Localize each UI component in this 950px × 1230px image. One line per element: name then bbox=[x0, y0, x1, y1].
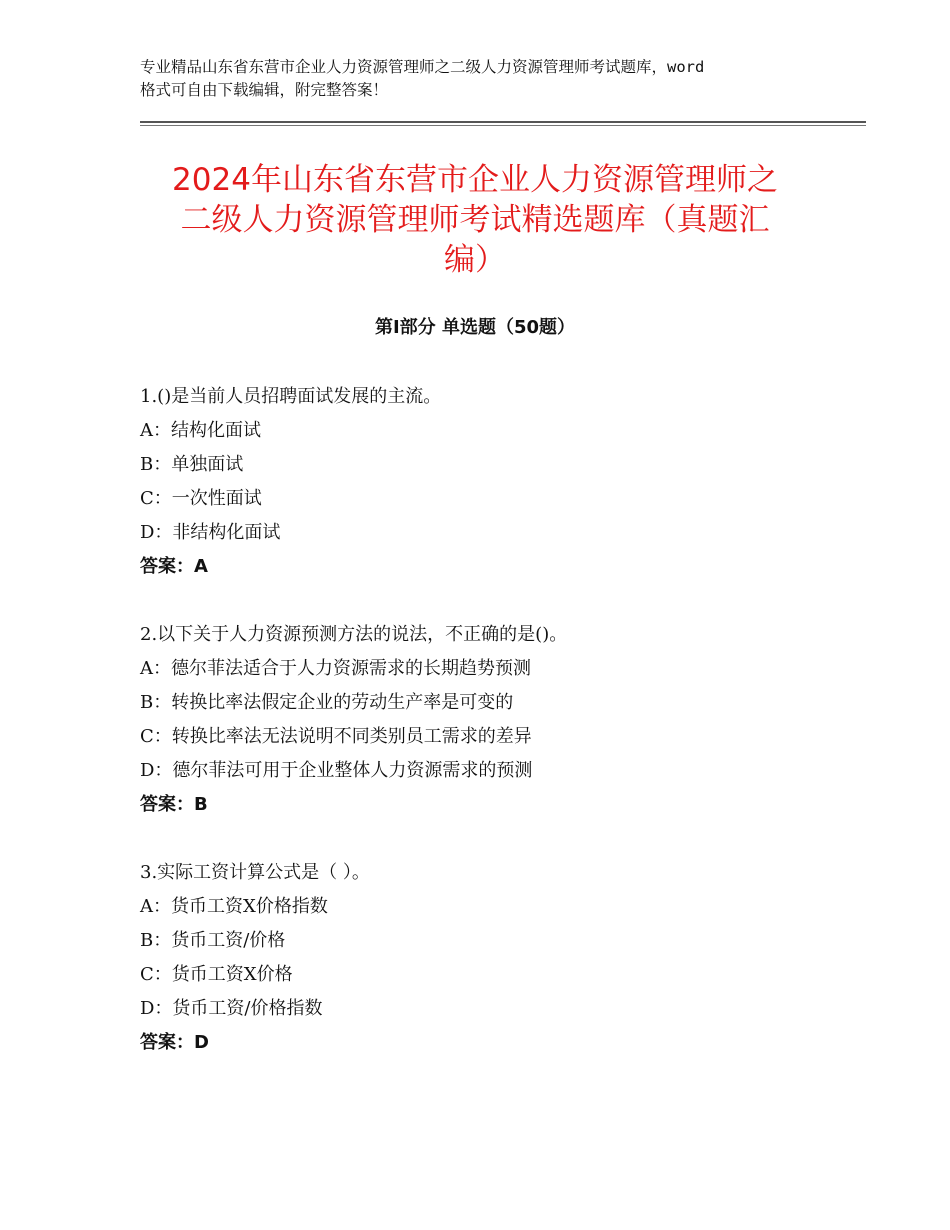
header-note bbox=[140, 56, 830, 102]
question-list bbox=[140, 380, 840, 1094]
option-c: C：货币工资X价格 bbox=[140, 964, 293, 985]
answer-label: 答案：A bbox=[140, 556, 208, 577]
option-b: B：转换比率法假定企业的劳动生产率是可变的 bbox=[140, 692, 514, 713]
answer-label: 答案：B bbox=[140, 794, 208, 815]
option-d: D：德尔菲法可用于企业整体人力资源需求的预测 bbox=[140, 760, 533, 781]
option-b: B：单独面试 bbox=[140, 454, 244, 475]
question-stem: 2.以下关于人力资源预测方法的说法，不正确的是()。 bbox=[140, 624, 568, 645]
question-stem: 3.实际工资计算公式是（ ）。 bbox=[140, 862, 370, 883]
header-note-line: 专业精品山东省东营市企业人力资源管理师之二级人力资源管理师考试题库，word bbox=[140, 58, 705, 76]
question-item bbox=[140, 618, 840, 822]
option-c: C：一次性面试 bbox=[140, 488, 262, 509]
header-divider bbox=[140, 121, 866, 123]
title-line: 编） bbox=[444, 242, 506, 278]
option-d: D：非结构化面试 bbox=[140, 522, 281, 543]
section-title: 第Ⅰ部分 单选题（50题） bbox=[374, 317, 575, 338]
question-item bbox=[140, 380, 840, 584]
header-divider-thin bbox=[140, 125, 866, 126]
title-line: 二级人力资源管理师考试精选题库（真题汇 bbox=[180, 202, 770, 238]
option-a: A：结构化面试 bbox=[140, 420, 261, 441]
question-item bbox=[140, 856, 840, 1060]
option-b: B：货币工资/价格 bbox=[140, 930, 286, 951]
option-d: D：货币工资/价格指数 bbox=[140, 998, 323, 1019]
question-stem: 1.()是当前人员招聘面试发展的主流。 bbox=[140, 386, 442, 407]
option-a: A：货币工资X价格指数 bbox=[140, 896, 328, 917]
answer-label: 答案：D bbox=[140, 1032, 209, 1053]
title-line: 2024年山东省东营市企业人力资源管理师之 bbox=[172, 162, 778, 198]
option-c: C：转换比率法无法说明不同类别员工需求的差异 bbox=[140, 726, 532, 747]
option-a: A：德尔菲法适合于人力资源需求的长期趋势预测 bbox=[140, 658, 531, 679]
header-note-line: 格式可自由下载编辑，附完整答案！ bbox=[140, 81, 389, 99]
document-title bbox=[140, 160, 810, 280]
